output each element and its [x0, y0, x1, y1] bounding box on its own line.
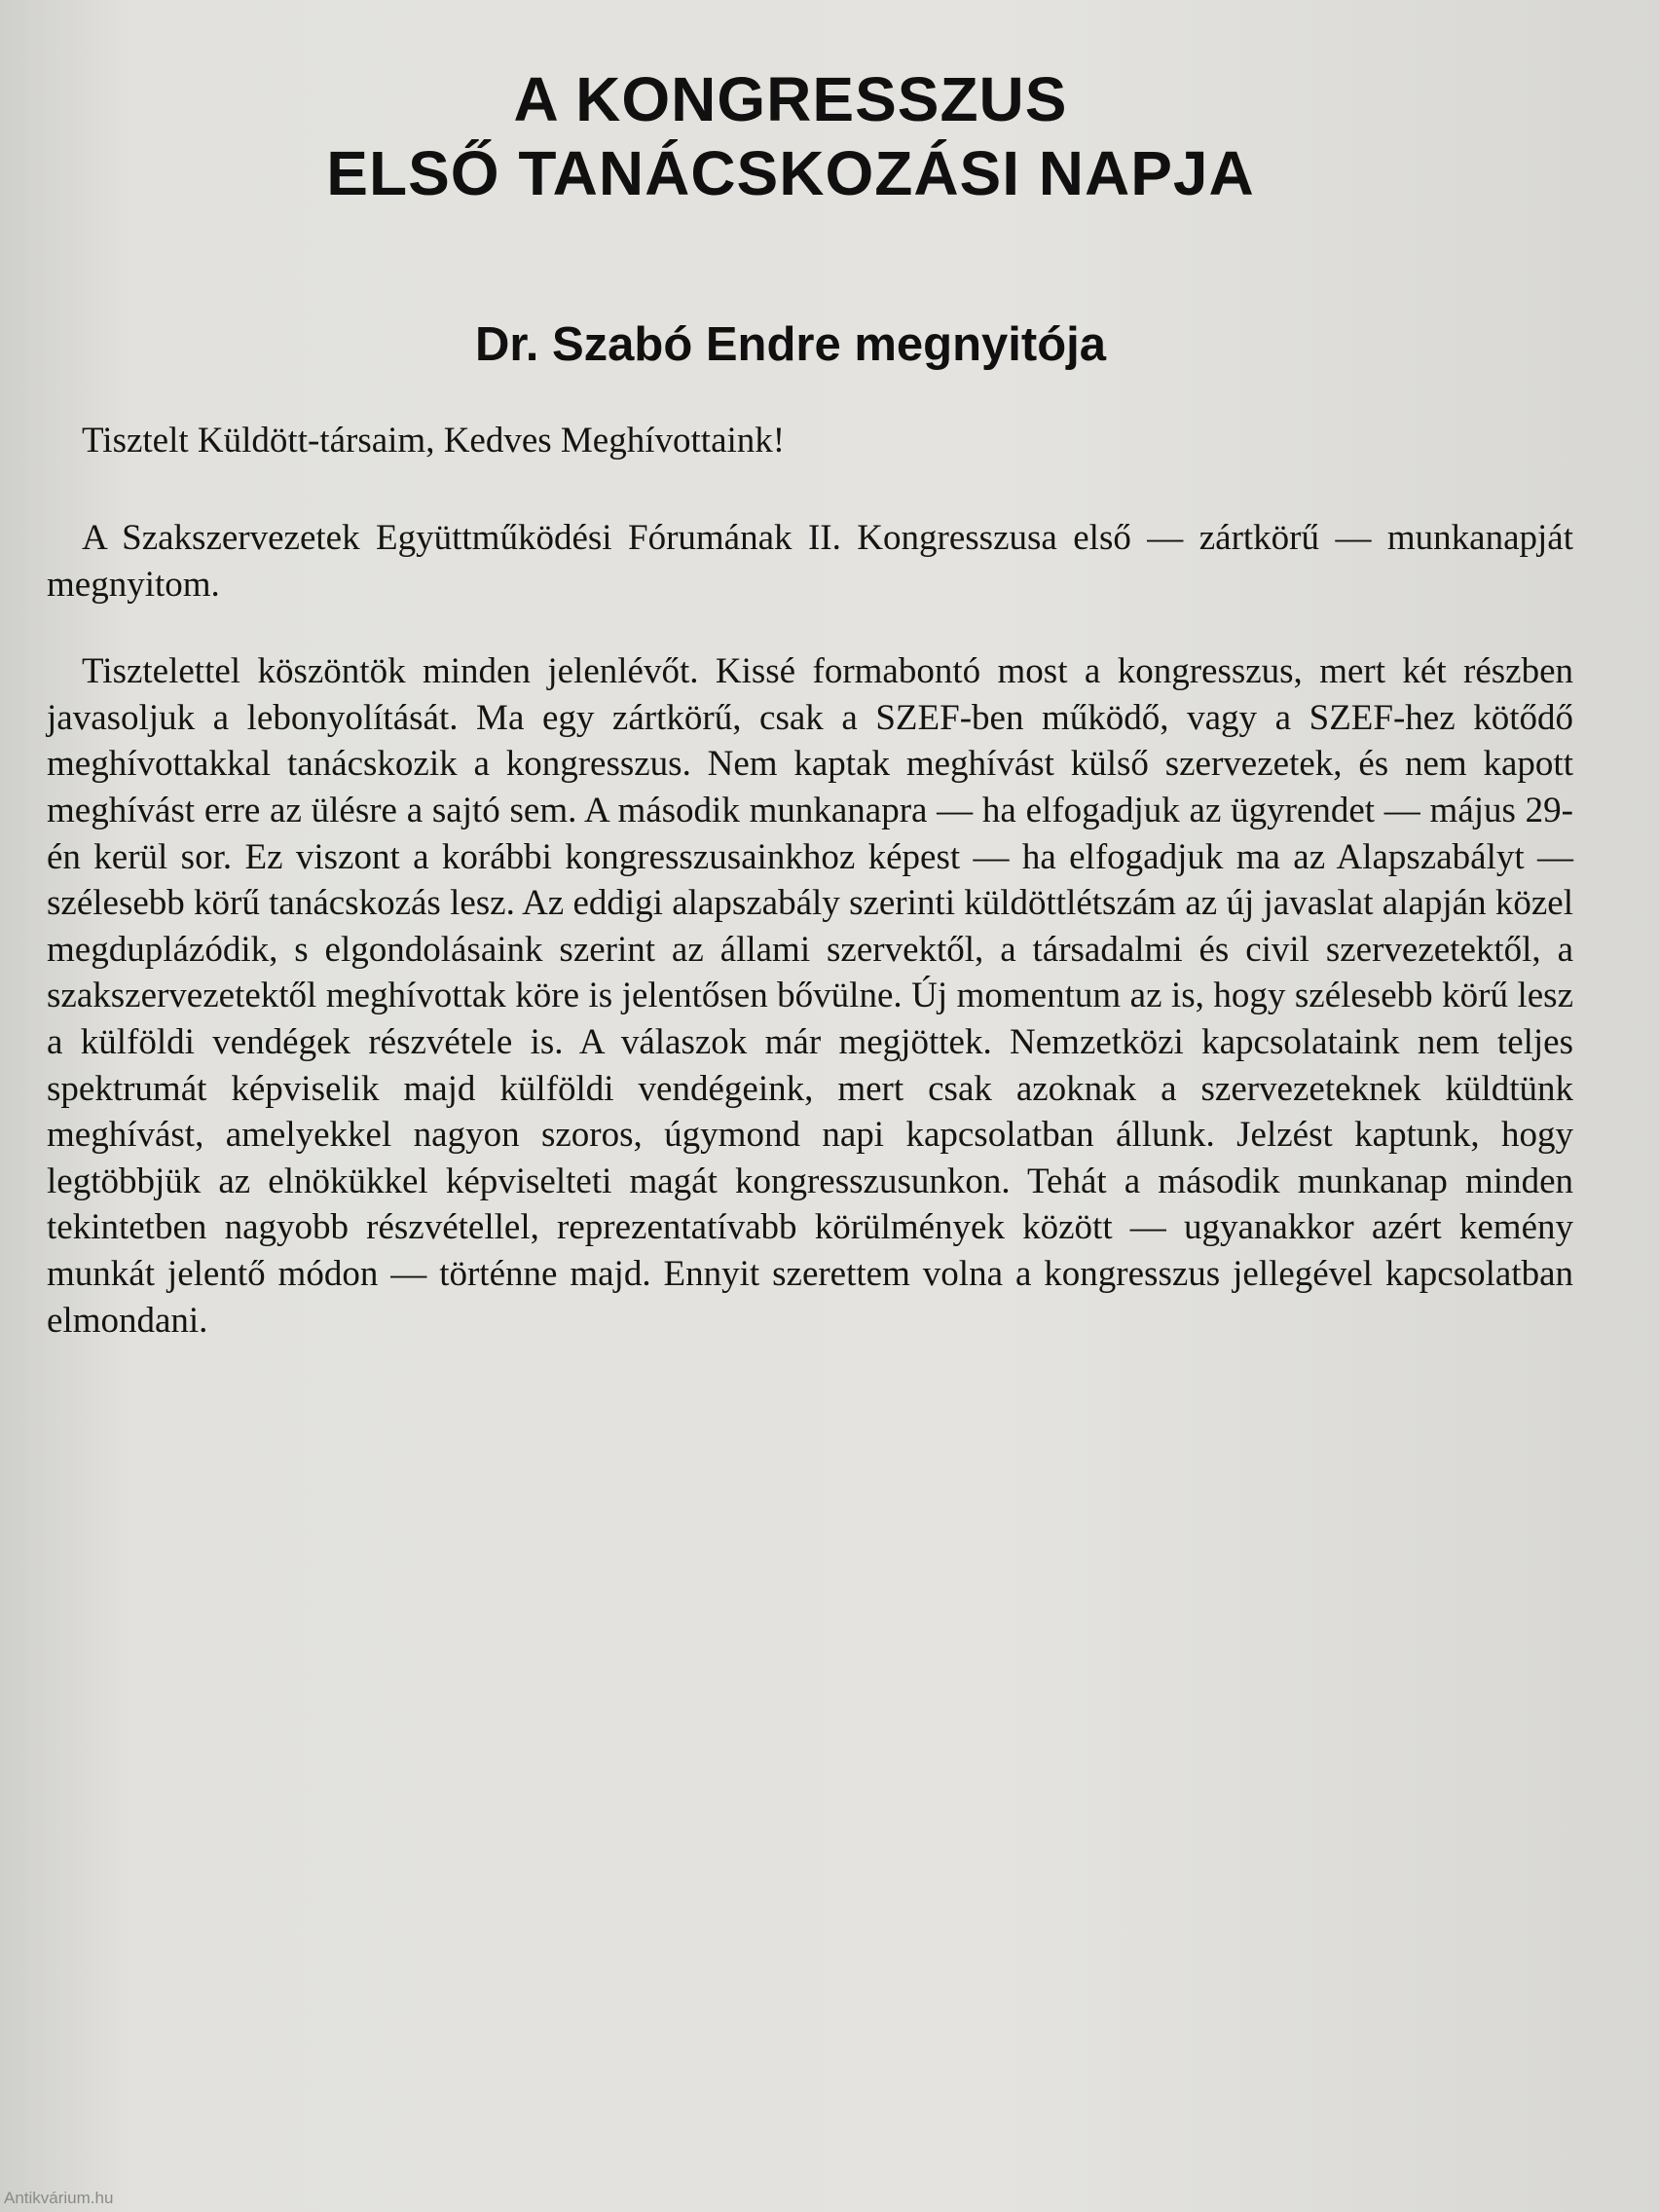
- paragraph-opening: A Szakszervezetek Együttműködési Fórumának II. Kongresszusa első — zártkörű — munkanapját megnyitom.: [47, 518, 1573, 605]
- title-line-2: ELSŐ TANÁCSKOZÁSI NAPJA: [326, 138, 1255, 208]
- paragraph-main: Tisztelettel köszöntök minden jelenlévőt. Kissé formabontó most a kongresszus, mert két részben javasoljuk a lebonyolítását. Ma egy zártkörű, csak a SZEF-ben működő, vagy a SZEF-hez kötődő meghívottakkal tanácskozik a kongresszus. Nem kaptak meghívást külső szervezetek, és nem kapott meghívást erre az ülésre a sajtó sem. A második munkanapra — ha elfogadjuk az ügyrendet — május 29-én kerül sor. Ez viszont a korábbi kongresszusainkhoz képest — ha elfogadjuk ma az Alapszabályt — szélesebb körű tanácskozás lesz. Az eddigi alapszabály szerinti küldöttlétszám az új javaslat alapján közel megduplázódik, s elgondolásaink szerint az állami szervektől, a társadalmi és civil szervezetektől, a szakszervezetektől meghívottak köre is jelentősen bővülne. Új momentum az is, hogy szélesebb körű lesz a külföldi vendégek részvétele is. A válaszok már megjöttek. Nemzetközi kapcsolataink nem teljes spektrumát képviselik majd külföldi vendégeink, mert csak azoknak a szervezeteknek küldtünk meghívást, amelyekkel nagyon szoros, úgymond napi kapcsolatban állunk. Jelzést kaptunk, hogy legtöbbjük az elnökükkel képviselteti magát kongresszusunkon. Tehát a második munkanap minden tekintetben nagyobb részvétellel, reprezentatívabb körülmények között — ugyanakkor azért kemény munkát jelentő módon — történne majd. Ennyit szerettem volna a kongresszus jellegével kapcsolatban elmondani.: [47, 651, 1573, 1341]
- salutation: Tisztelt Küldött-társaim, Kedves Meghívottaink!: [82, 421, 786, 461]
- title-line-1: A KONGRESSZUS: [513, 64, 1068, 134]
- watermark: Antikvárium.hu: [4, 2189, 114, 2207]
- section-subtitle: Dr. Szabó Endre megnyitója: [474, 318, 1107, 371]
- page-content: [47, 62, 1573, 1344]
- page-title: [47, 62, 1573, 210]
